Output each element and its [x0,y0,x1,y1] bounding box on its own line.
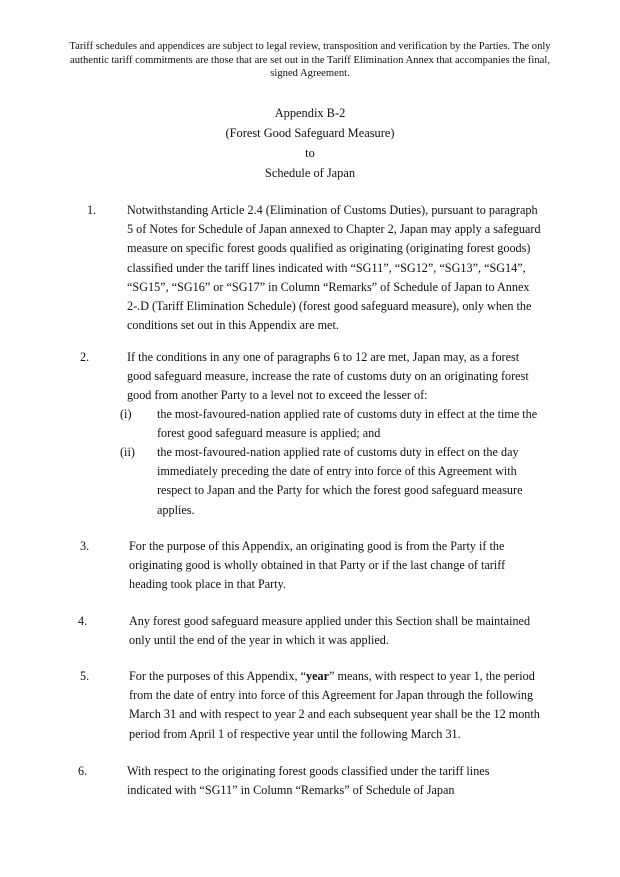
item-text: the most-favoured-nation applied rate of customs duty in effect on the day immediately preceding the date of entry into force of this Agreement with respect to Japan and the Party for which the forest good safeguard measure applies. [157,445,523,517]
paragraph-number: 4. [78,614,88,628]
paragraph-text: Notwithstanding Article 2.4 (Elimination of Customs Duties), pursuant to paragraph 5 of Notes for Schedule of Japan annexed to Chapter 2, Japan may apply a safeguard measure on specific forest goods qualified as originating (originating forest goods) classified under the tariff lines indicated with “SG11”, “SG12”, “SG13”, “SG14”, “SG15”, “SG16” or “SG17” in Column “Remarks” of Schedule of Japan to Annex 2-.D (Tariff Elimination Schedule) (forest good safeguard measure), only when the conditions set out in this Appendix are met. [127,203,541,333]
appendix-to: to [305,146,315,160]
appendix-title: Appendix B-2 [274,106,346,120]
text-segment: ” means, with respect to year 1, the period from the date of entry into force of this Agreement for Japan through the following March 31 and with respect to year 2 and each subsequent year shall be the 12 month period from April 1 of respective year until the following March 31. [129,669,540,741]
item-number: (ii) [120,445,135,459]
paragraph-number: 1. [87,203,97,217]
disclaimer-note: Tariff schedules and appendices are subject to legal review, transposition and verification by the Parties. The only authentic tariff commitments are those that are set out in the Tariff Elimination Annex that accompanies the final, signed Agreement. [69,41,551,79]
paragraph-text: Any forest good safeguard measure applied under this Section shall be maintained only until the end of the year in which it was applied. [129,614,531,648]
item-number: (i) [120,407,132,421]
paragraph-number: 2. [80,350,90,364]
paragraph-number: 6. [78,764,88,778]
appendix-subtitle: (Forest Good Safeguard Measure) [225,126,395,140]
paragraph-text: For the purpose of this Appendix, an originating good is from the Party if the originating good is wholly obtained in that Party or if the last change of tariff heading took place in that Party. [129,539,506,592]
appendix-schedule: Schedule of Japan [264,166,356,180]
defined-term: year [306,669,330,683]
item-text: the most-favoured-nation applied rate of customs duty in effect at the time the forest good safeguard measure is applied; and [157,407,538,441]
paragraph-text: If the conditions in any one of paragraphs 6 to 12 are met, Japan may, as a forest good safeguard measure, increase the rate of customs duty on an originating forest good from another Party to a level not to exceed the lesser of: [127,350,529,403]
paragraph-number: 5. [80,669,90,683]
text-segment: For the purposes of this Appendix, “ [129,669,307,683]
paragraph-text: With respect to the originating forest goods classified under the tariff lines indicated with “SG11” in Column “Remarks” of Schedule of Japan [127,764,490,798]
paragraph-text [129,667,544,744]
paragraph-number: 3. [80,539,90,553]
